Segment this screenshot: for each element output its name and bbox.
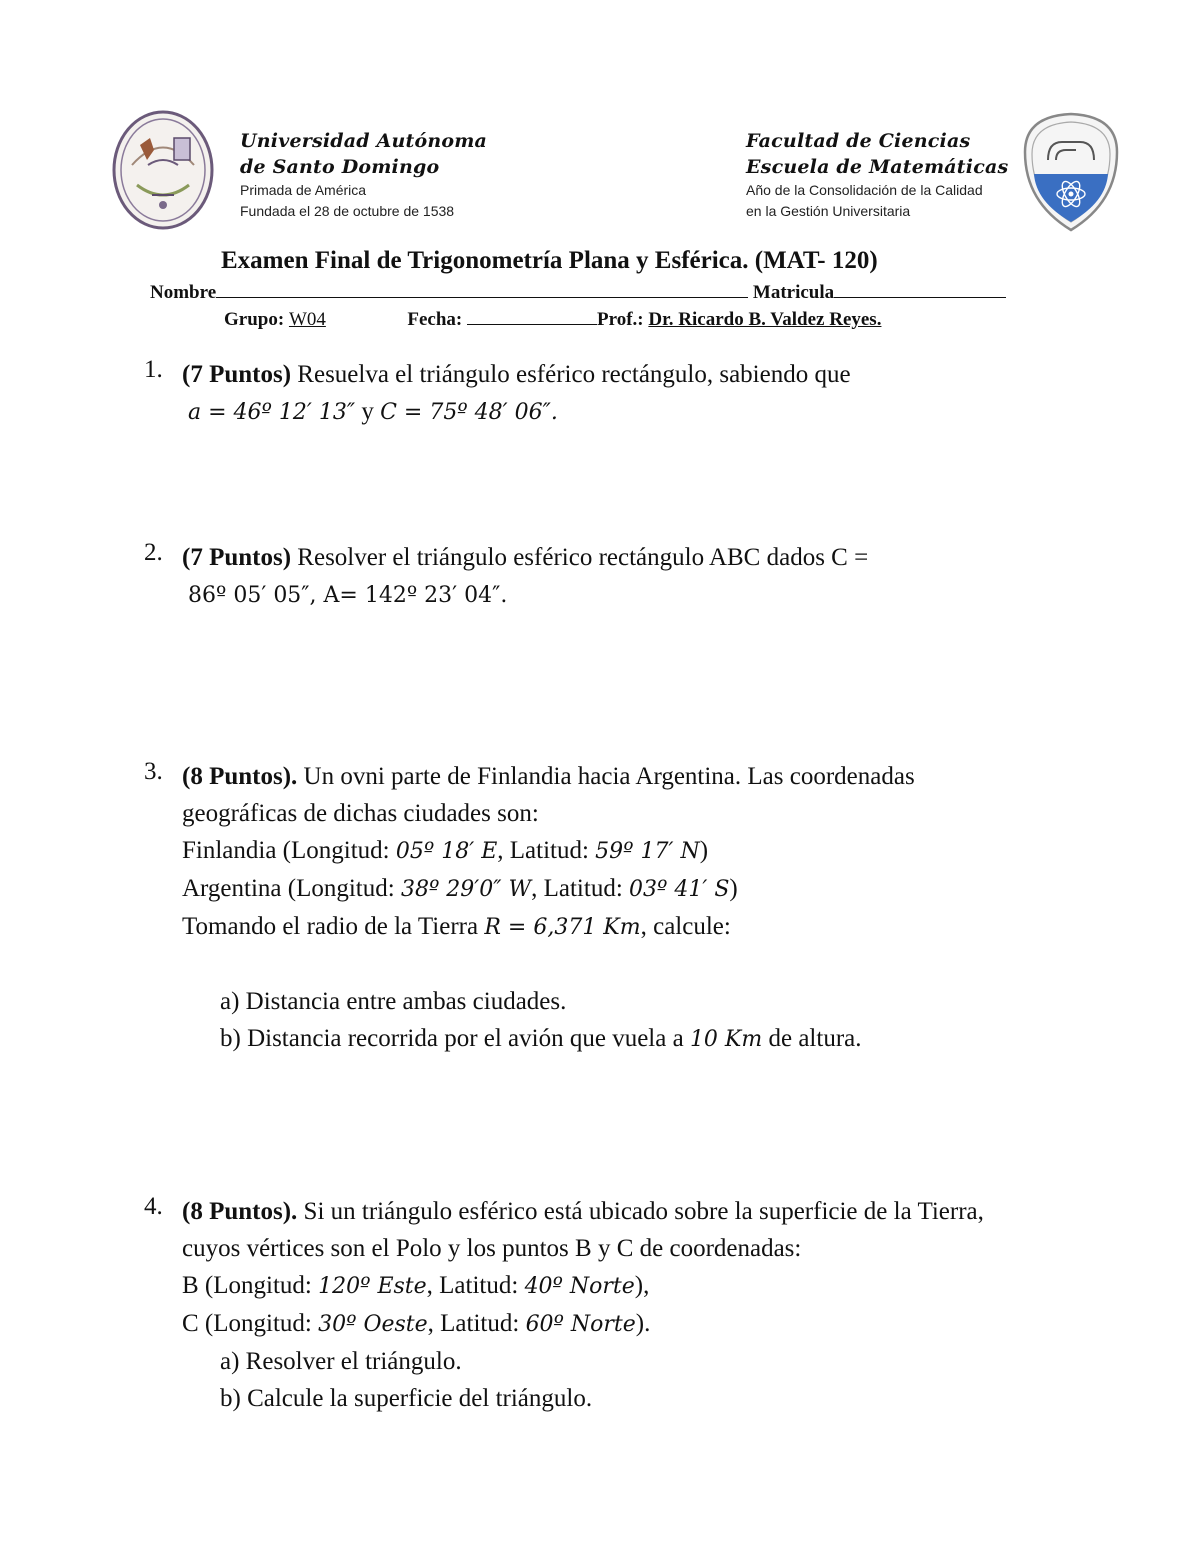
point-b-label: B (Longitud: [182,1272,319,1299]
sub-b-text: b) Distancia recorrida por el avión que vuela a [220,1025,690,1052]
grupo-label: Grupo: [224,309,285,330]
fecha-field[interactable] [467,306,597,325]
finlandia-latitude: 59º 17′ N [595,839,700,864]
university-founded: Fundada el 28 de octubre de 1538 [240,203,455,219]
finlandia-close: ) [699,837,709,864]
question-3-points: (8 Puntos). [182,763,298,790]
question-3-radius [182,908,915,946]
question-1-number: 1. [144,356,163,383]
question-3-number: 3. [144,758,163,785]
question-2-text: Resolver el triángulo esférico rectángulo ABC dados C = [291,544,869,571]
question-3-text: Un ovni parte de Finlandia hacia Argentina. Las coordenadas [297,763,915,790]
argentina-close: ) [729,875,738,902]
nombre-label: Nombre [150,282,217,303]
grupo-value: W04 [288,309,326,330]
sub-b-end: de altura. [762,1025,862,1052]
question-4-line2: cuyos vértices son el Polo y los puntos B y C de coordenadas: [182,1235,802,1262]
question-3 [182,758,915,1058]
question-1-math-a: a = 46º 12′ 13″ [188,400,356,425]
point-c-lat-label: , Latitud: [427,1310,526,1337]
university-name-line1: Universidad Autónoma [240,130,488,152]
question-4-point-c [182,1305,984,1343]
argentina-label: Argentina (Longitud: [182,875,401,902]
question-3-line2: geográficas de dichas ciudades son: [182,800,539,827]
faculty-year-motto-line1: Año de la Consolidación de la Calidad [746,182,983,198]
question-1 [182,356,851,431]
sub-b-altitude: 10 Km [689,1027,763,1052]
faculty-year-motto-line2: en la Gestión Universitaria [746,203,911,219]
school-name: Escuela de Matemáticas [746,156,1009,178]
course-info-row [224,306,881,331]
point-b-longitude: 120º Este [318,1274,427,1299]
point-b-lat-label: , Latitud: [426,1272,525,1299]
question-3-sub-b [182,1020,915,1058]
question-2 [182,539,868,614]
nombre-field[interactable] [216,279,748,298]
uasd-seal-logo [112,110,214,230]
question-1-y: y [355,398,381,425]
question-3-finlandia [182,832,915,870]
prof-name: Dr. Ricardo B. Valdez Reyes. [648,309,882,330]
question-4-points: (8 Puntos). [182,1198,298,1225]
question-2-number: 2. [144,539,163,566]
question-3-sub-a: a) Distancia entre ambas ciudades. [220,988,567,1015]
question-4-sub-b: b) Calcule la superficie del triángulo. [220,1385,593,1412]
prof-label: Prof.: [597,309,644,330]
argentina-latitude: 03º 41′ S [629,877,730,902]
university-motto: Primada de América [240,182,367,198]
matricula-label: Matricula [752,282,835,303]
point-c-latitude: 60º Norte [525,1312,636,1337]
point-c-close: ). [635,1310,651,1337]
faculty-name: Facultad de Ciencias [746,130,971,152]
argentina-lat-label: , Latitud: [531,875,630,902]
question-2-values: 86º 05′ 05″, A= 142º 23′ 04″. [188,583,508,608]
question-4-sub-a: a) Resolver el triángulo. [220,1348,462,1375]
radius-end: , calcule: [640,913,731,940]
point-c-label: C (Longitud: [182,1310,319,1337]
university-block [240,128,487,222]
question-1-text: Resuelva el triángulo esférico rectángulo, sabiendo que [291,361,851,388]
argentina-longitude: 38º 29′0″ W [400,877,532,902]
facultad-ciencias-logo [1022,112,1120,232]
finlandia-longitude: 05º 18′ E [395,839,498,864]
finlandia-label: Finlandia (Longitud: [182,837,396,864]
radius-value: R = 6,371 Km [484,915,641,940]
question-1-points: (7 Puntos) [182,361,292,388]
question-4-text: Si un triángulo esférico está ubicado sobre la superficie de la Tierra, [297,1198,984,1225]
question-4-number: 4. [144,1193,163,1220]
radius-text: Tomando el radio de la Tierra [182,913,485,940]
point-b-close: ), [634,1272,650,1299]
finlandia-lat-label: , Latitud: [497,837,596,864]
question-3-argentina [182,870,915,908]
university-name-line2: de Santo Domingo [240,156,440,178]
question-2-points: (7 Puntos) [182,544,292,571]
question-1-math-c: C = 75º 48′ 06″. [380,400,558,425]
faculty-block [746,128,1008,222]
exam-title: Examen Final de Trigonometría Plana y Esférica. (MAT- 120) [221,247,878,274]
student-info-row [150,279,1006,304]
fecha-label: Fecha: [407,309,463,330]
point-b-latitude: 40º Norte [524,1274,635,1299]
question-4-point-b [182,1267,984,1305]
matricula-field[interactable] [834,279,1006,298]
question-4 [182,1193,984,1417]
point-c-longitude: 30º Oeste [318,1312,428,1337]
